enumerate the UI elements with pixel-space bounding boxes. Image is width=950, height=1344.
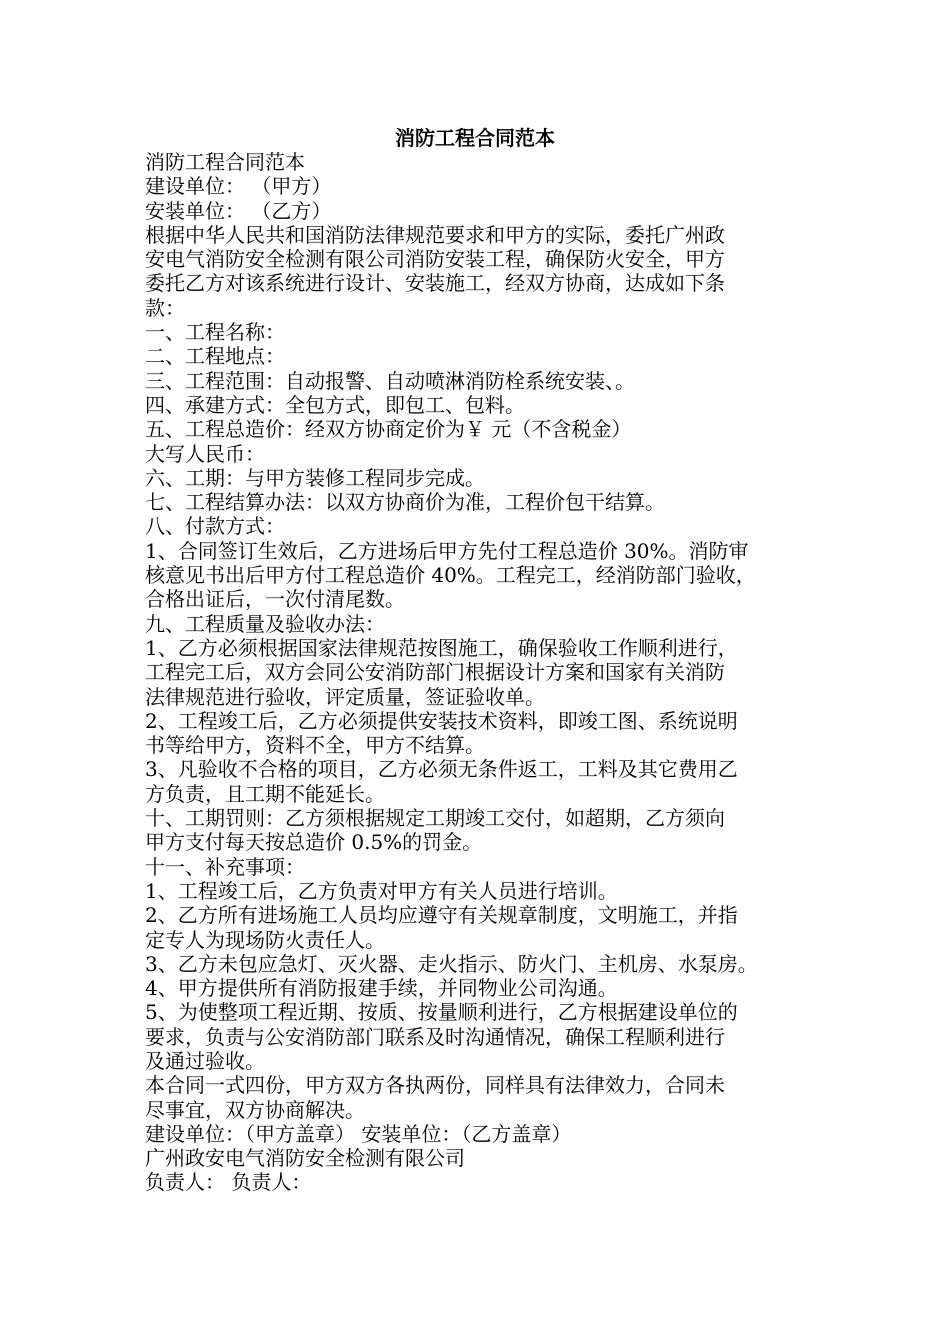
body-line: 消防工程合同范本 [145,150,305,174]
body-line: 安电气消防安全检测有限公司消防安装工程，确保防火安全，甲方 [145,247,725,272]
body-line: 十一、补充事项： [145,854,305,879]
body-line: 合格出证后，一次付清尾数。 [145,587,405,612]
body-line: 二、工程地点： [145,344,285,369]
body-line: 5、为使整项工程近期、按质、按量顺利进行，乙方根据建设单位的 [145,1000,738,1025]
body-line: 委托乙方对该系统进行设计、安装施工，经双方协商，达成如下条 [145,271,725,296]
body-line: 三、工程范围：自动报警、自动喷淋消防栓系统安装、。 [145,368,635,393]
body-line: 建设单位：（甲方盖章） 安装单位：（乙方盖章） [145,1121,572,1146]
body-line: 八、付款方式： [145,514,285,539]
body-line: 核意见书出后甲方付工程总造价 40%。工程完工，经消防部门验收， [145,563,756,588]
body-line: 3、凡验收不合格的项目，乙方必须无条件返工，工料及其它费用乙 [145,757,738,782]
body-line: 负责人： 负责人： [145,1170,312,1195]
body-line: 1、合同签订生效后，乙方进场后甲方先付工程总造价 30%。消防审 [145,538,749,563]
body-line: 尽事宜，双方协商解决。 [145,1097,365,1122]
body-line: 本合同一式四份，甲方双方各执两份，同样具有法律效力，合同未 [145,1073,725,1098]
body-line: 方负责，且工期不能延长。 [145,781,385,806]
body-line: 及通过验收。 [145,1048,265,1073]
body-line: 定专人为现场防火责任人。 [145,927,385,952]
body-line: 3、乙方未包应急灯、灭火器、走火指示、防火门、主机房、水泵房。 [145,951,758,976]
body-line: 安装单位： （乙方） [145,198,332,223]
body-line: 根据中华人民共和国消防法律规范要求和甲方的实际，委托广州政 [145,222,725,247]
body-line: 九、工程质量及验收办法： [145,611,385,636]
body-line: 一、工程名称： [145,320,285,345]
body-line: 大写人民币： [145,441,265,466]
page-title: 消防工程合同范本 [395,126,555,150]
body-line: 四、承建方式：全包方式，即包工、包料。 [145,392,525,417]
body-line: 1、工程竣工后，乙方负责对甲方有关人员进行培训。 [145,878,618,903]
body-line: 法律规范进行验收，评定质量，签证验收单。 [145,684,545,709]
body-line: 建设单位： （甲方） [145,174,332,199]
body-line: 广州政安电气消防安全检测有限公司 [145,1146,465,1171]
body-line: 五、工程总造价：经双方协商定价为￥ 元（不含税金） [145,417,632,442]
body-line: 甲方支付每天按总造价 0.5%的罚金。 [145,830,483,855]
body-line: 1、乙方必须根据国家法律规范按图施工，确保验收工作顺利进行， [145,635,738,660]
body-line: 七、工程结算办法：以双方协商价为准，工程价包干结算。 [145,490,665,515]
body-line: 4、甲方提供所有消防报建手续，并同物业公司沟通。 [145,976,618,1001]
document-body [145,150,835,1195]
body-line: 款： [145,295,185,320]
body-line: 十、工期罚则：乙方须根据规定工期竣工交付，如超期，乙方须向 [145,806,725,831]
body-line: 工程完工后，双方会同公安消防部门根据设计方案和国家有关消防 [145,660,725,685]
body-line: 要求，负责与公安消防部门联系及时沟通情况，确保工程顺利进行 [145,1024,725,1049]
body-line: 书等给甲方，资料不全，甲方不结算。 [145,733,485,758]
body-line: 2、工程竣工后，乙方必须提供安装技术资料，即竣工图、系统说明 [145,708,738,733]
body-line: 六、工期：与甲方装修工程同步完成。 [145,465,485,490]
body-line: 2、乙方所有进场施工人员均应遵守有关规章制度，文明施工，并指 [145,903,738,928]
